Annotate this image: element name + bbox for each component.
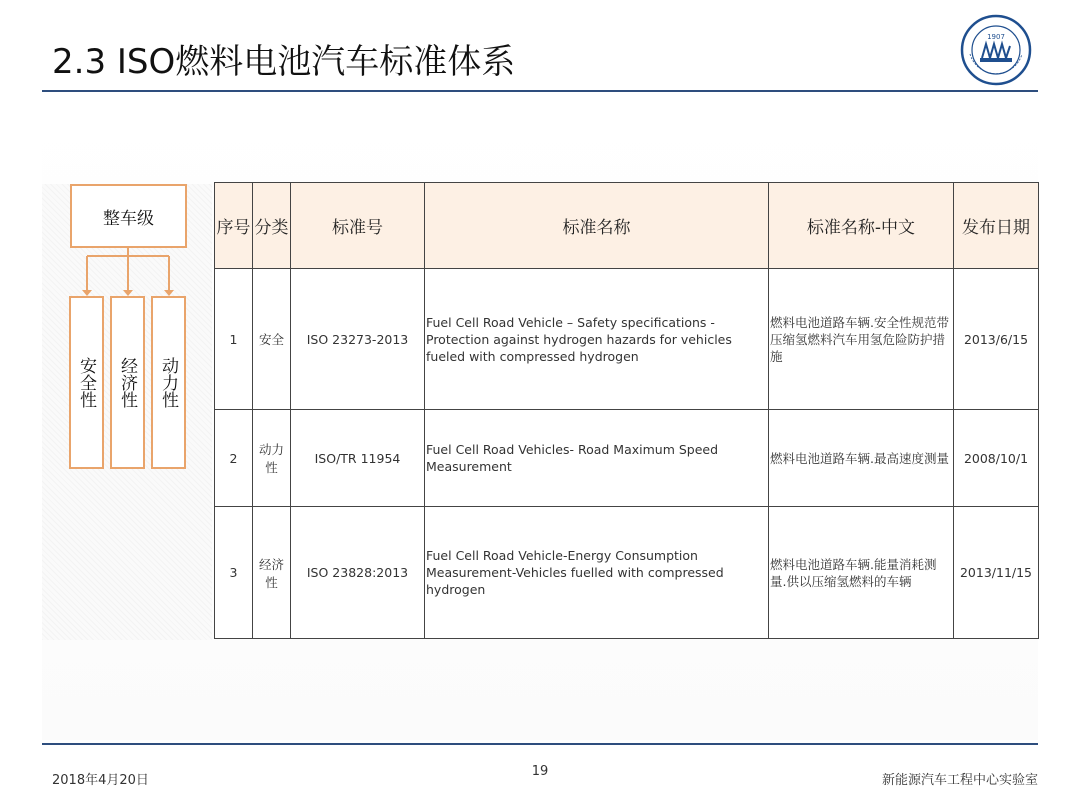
economy-box: 经济性	[110, 296, 145, 469]
cell-code: ISO 23273-2013	[291, 269, 425, 410]
cell-no: 2	[215, 410, 253, 507]
col-header-name-en: 标准名称	[425, 183, 769, 269]
standards-table	[214, 182, 1039, 639]
cell-name-en: Fuel Cell Road Vehicle-Energy Consumption Measurement-Vehicles fuelled with compressed hydrogen	[425, 507, 769, 639]
cell-category: 安全	[253, 269, 291, 410]
col-header-no: 序号	[215, 183, 253, 269]
cell-date: 2013/6/15	[954, 269, 1039, 410]
cell-no: 3	[215, 507, 253, 639]
title-divider	[42, 90, 1038, 92]
footer-organization: 新能源汽车工程中心实验室	[881, 773, 1038, 788]
cell-date: 2013/11/15	[954, 507, 1039, 639]
col-header-name-cn: 标准名称-中文	[769, 183, 954, 269]
cell-category: 经济性	[253, 507, 291, 639]
university-seal-icon	[960, 14, 1032, 86]
safety-box: 安全性	[69, 296, 104, 469]
col-header-category: 分类	[253, 183, 291, 269]
cell-name-cn: 燃料电池道路车辆.能量消耗测量.供以压缩氢燃料的车辆	[769, 507, 954, 639]
page-number: 19	[531, 764, 549, 779]
logo-year: 1907	[987, 33, 1005, 41]
table-row	[215, 269, 1039, 410]
diagram-connectors	[60, 240, 200, 300]
cell-name-en: Fuel Cell Road Vehicle – Safety specifications - Protection against hydrogen hazards for vehicles fueled with compressed hydrogen	[425, 269, 769, 410]
footer-date: 2018年4月20日	[52, 773, 149, 788]
footer-divider	[42, 743, 1038, 745]
vehicle-level-box: 整车级	[70, 184, 187, 248]
cell-code: ISO/TR 11954	[291, 410, 425, 507]
cell-name-en: Fuel Cell Road Vehicles- Road Maximum Speed Measurement	[425, 410, 769, 507]
cell-date: 2008/10/1	[954, 410, 1039, 507]
power-box: 动力性	[151, 296, 186, 469]
col-header-code: 标准号	[291, 183, 425, 269]
table-row	[215, 507, 1039, 639]
cell-no: 1	[215, 269, 253, 410]
cell-name-cn: 燃料电池道路车辆.安全性规范带压缩氢燃料汽车用氢危险防护措施	[769, 269, 954, 410]
table-header-row	[215, 183, 1039, 269]
table-row	[215, 410, 1039, 507]
cell-name-cn: 燃料电池道路车辆.最高速度测量	[769, 410, 954, 507]
cell-category: 动力性	[253, 410, 291, 507]
slide-title: 2.3 ISO燃料电池汽车标准体系	[52, 42, 516, 82]
cell-code: ISO 23828:2013	[291, 507, 425, 639]
col-header-date: 发布日期	[954, 183, 1039, 269]
